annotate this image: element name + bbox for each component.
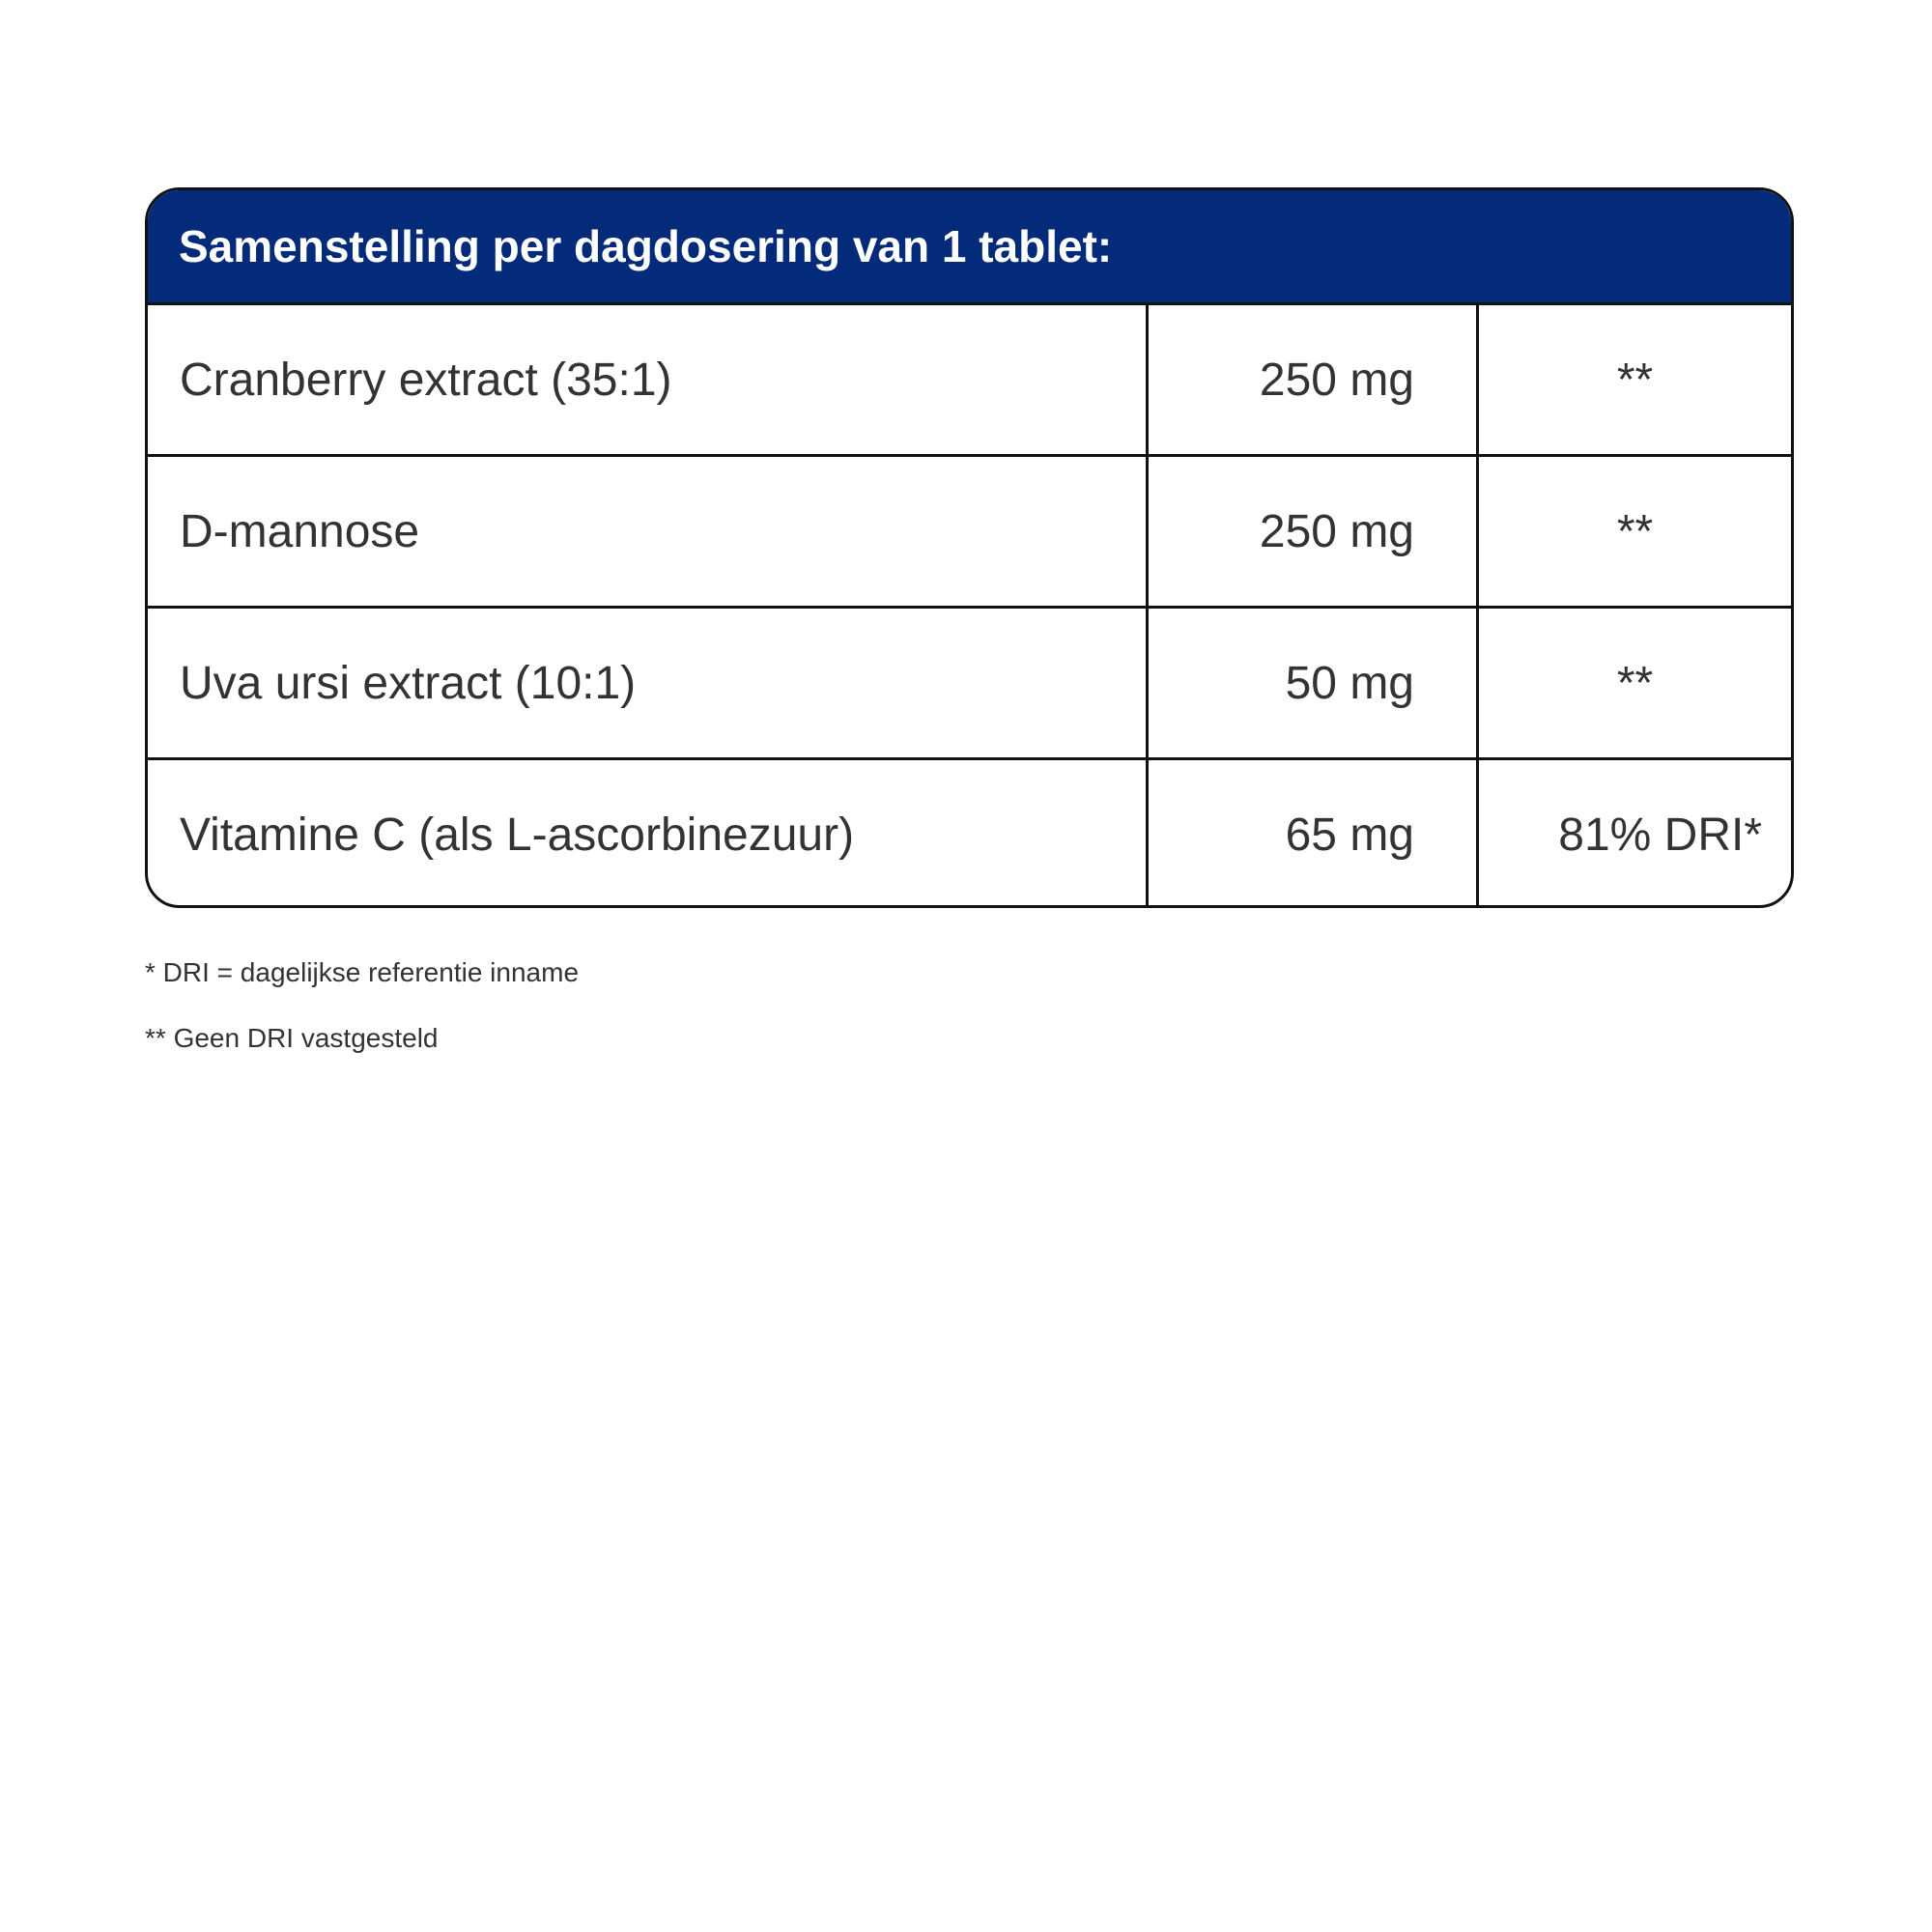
table-body <box>148 305 1791 908</box>
ingredient-name: Uva ursi extract (10:1) <box>148 609 1149 757</box>
ingredient-name: Cranberry extract (35:1) <box>148 305 1149 454</box>
table-row <box>148 760 1791 908</box>
table-row <box>148 305 1791 457</box>
ingredient-dri: 81% DRI* <box>1558 809 1762 861</box>
ingredient-dri: ** <box>1616 505 1654 557</box>
table-row <box>148 457 1791 609</box>
ingredient-amount: 250 mg <box>1149 305 1479 454</box>
ingredient-name: Vitamine C (als L-ascorbinezuur) <box>148 760 1149 908</box>
ingredient-amount: 65 mg <box>1149 760 1479 908</box>
footnotes <box>145 956 579 1088</box>
ingredient-amount: 250 mg <box>1149 457 1479 606</box>
composition-table <box>145 187 1794 908</box>
ingredient-dri: ** <box>1616 657 1654 709</box>
ingredient-name: D-mannose <box>148 457 1149 606</box>
footnote-dri-definition: * DRI = dagelijkse referentie inname <box>145 957 580 987</box>
table-header <box>148 190 1791 305</box>
ingredient-amount: 50 mg <box>1149 609 1479 757</box>
footnote-no-dri: ** Geen DRI vastgesteld <box>145 1023 439 1053</box>
table-title: Samenstelling per dagdosering van 1 tablet: <box>179 221 1113 271</box>
table-row <box>148 609 1791 760</box>
ingredient-dri: ** <box>1616 354 1654 406</box>
